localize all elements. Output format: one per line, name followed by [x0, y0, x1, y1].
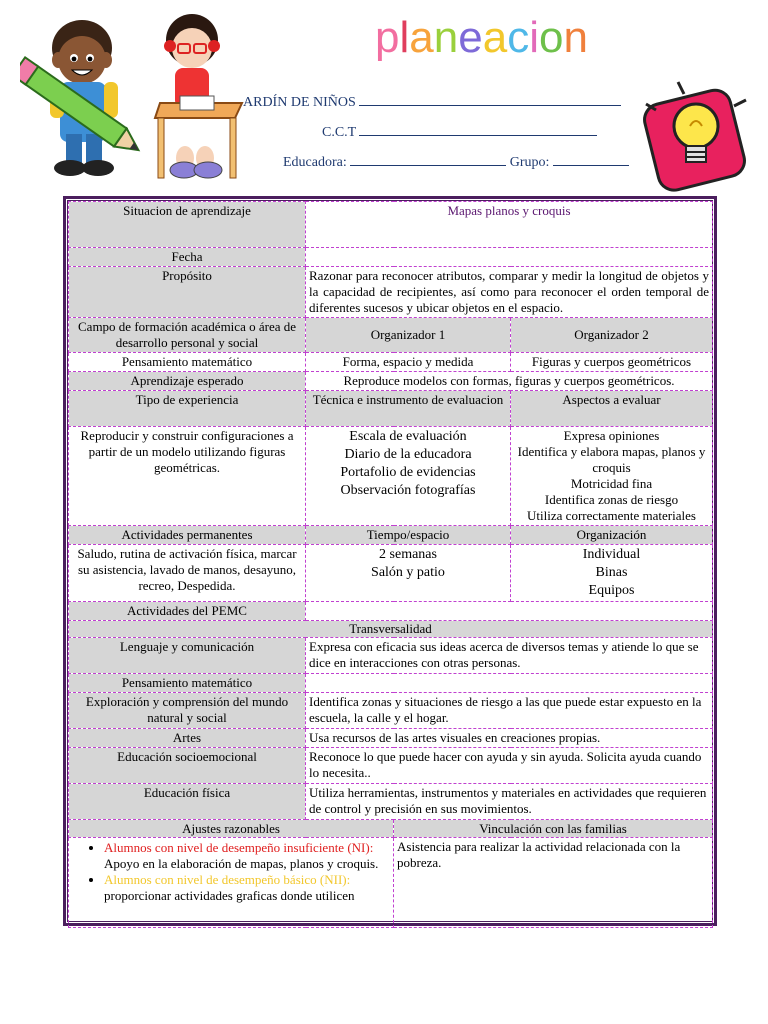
title-letter: c: [507, 13, 530, 62]
trans-label-pensamiento: Pensamiento matemático: [69, 674, 306, 693]
ajuste1-level: Alumnos con nivel de desempeño insuficiente (NI):: [104, 840, 374, 855]
list-item: Portafolio de evidencias: [340, 465, 476, 480]
kids-illustration: [20, 8, 245, 193]
tiempo-label: Tiempo/espacio: [306, 526, 511, 545]
ajuste2-level: Alumnos con nivel de desempeño básico (NII):: [104, 872, 351, 887]
proposito-value: Razonar para reconocer atributos, comparar y medir la longitud de objetos y la capacidad de recipientes, así como para reconocer el orden temporal de diferentes sucesos y ubicar objetos en el espacio.: [306, 267, 713, 318]
title-letter: o: [538, 13, 564, 62]
list-item: 2 semanas: [379, 547, 437, 562]
list-item: [104, 840, 390, 872]
list-item: Utiliza correctamente materiales: [527, 508, 696, 523]
educadora-field[interactable]: [350, 153, 506, 166]
situacion-label: Situacion de aprendizaje: [69, 202, 306, 248]
trans-label-fisica: Educación física: [69, 784, 306, 820]
org1-label: Organizador 1: [306, 318, 511, 353]
list-item: Diario de la educadora: [344, 447, 472, 462]
list-item: Expresa opiniones: [563, 428, 660, 443]
organizacion-list: [511, 545, 713, 602]
list-item: Escala de evaluación: [349, 429, 467, 444]
title-letter: l: [399, 13, 410, 62]
title-letter: i: [529, 13, 539, 62]
ajustes-label: Ajustes razonables: [69, 820, 394, 838]
trans-label-artes: Artes: [69, 729, 306, 748]
lightbulb-icon: [638, 76, 753, 196]
planning-table: [68, 201, 713, 928]
cct-label: C.C.T: [322, 125, 356, 140]
situacion-value: Mapas planos y croquis: [306, 202, 713, 248]
title-letter: p: [375, 13, 400, 62]
aspectos-list: [511, 427, 713, 526]
permanentes-value: Saludo, rutina de activación física, marcar su asistencia, lavado de manos, desayuno, recreo, Despedida.: [69, 545, 306, 602]
header-jardin-line: [243, 93, 621, 111]
title-letter: a: [409, 13, 434, 62]
trans-label-socioemocional: Educación socioemocional: [69, 748, 306, 784]
trans-value-exploracion: Identifica zonas y situaciones de riesgo a las que puede estar expuesto en la escuela, la calle y el hogar.: [306, 693, 713, 729]
list-item: Individual: [582, 547, 641, 562]
title-letter: e: [458, 13, 483, 62]
vinculacion-label: Vinculación con las familias: [394, 820, 713, 838]
page-title: [375, 10, 588, 66]
tipo-value: Reproducir y construir configuraciones a partir de un modelo utilizando figuras geométricas.: [69, 427, 306, 526]
title-letter: n: [433, 13, 459, 62]
trans-label-exploracion: Exploración y comprensión del mundo natural y social: [69, 693, 306, 729]
title-letter: a: [482, 13, 508, 62]
header-cct-line: [322, 123, 597, 141]
tecnica-list: [306, 427, 511, 526]
tiempo-list: [306, 545, 511, 602]
list-item: [104, 872, 390, 904]
pemc-value[interactable]: [306, 602, 713, 621]
ajustes-list: [72, 840, 390, 904]
trans-value-socioemocional: Reconoce lo que puede hacer con ayuda y sin ayuda. Solicita ayuda cuando lo necesita..: [306, 748, 713, 784]
list-item: Equipos: [588, 583, 635, 598]
fecha-value[interactable]: [306, 248, 713, 267]
trans-label-lenguaje: Lenguaje y comunicación: [69, 638, 306, 674]
trans-value-pensamiento[interactable]: [306, 674, 713, 693]
aspectos-label: Aspectos a evaluar: [511, 391, 713, 427]
jardin-label: ARDÍN DE NIÑOS: [243, 95, 356, 110]
jardin-field[interactable]: [359, 93, 621, 106]
transversalidad-label: Transversalidad: [69, 621, 713, 638]
trans-value-fisica: Utiliza herramientas, instrumentos y materiales en actividades que requieren de control y precisión en sus movimientos.: [306, 784, 713, 820]
org2-label: Organizador 2: [511, 318, 713, 353]
list-item: Identifica y elabora mapas, planos y croquis: [517, 444, 706, 475]
cct-field[interactable]: [359, 123, 597, 136]
header-educadora-line: [283, 153, 629, 171]
tipo-label: Tipo de experiencia: [69, 391, 306, 427]
ajuste1-text: Apoyo en la elaboración de mapas, planos y croquis.: [104, 856, 379, 871]
educadora-label: Educadora:: [283, 155, 347, 170]
tecnica-label: Técnica e instrumento de evaluacion: [306, 391, 511, 427]
org2-value: Figuras y cuerpos geométricos: [511, 353, 713, 372]
trans-value-lenguaje: Expresa con eficacia sus ideas acerca de diversos temas y atiende lo que se dice en interacciones con otras personas.: [306, 638, 713, 674]
trans-value-artes: Usa recursos de las artes visuales en creaciones propias.: [306, 729, 713, 748]
vinculacion-value: Asistencia para realizar la actividad relacionada con la pobreza.: [394, 838, 713, 928]
permanentes-label: Actividades permanentes: [69, 526, 306, 545]
org1-value: Forma, espacio y medida: [306, 353, 511, 372]
fecha-label: Fecha: [69, 248, 306, 267]
aprendizaje-value: Reproduce modelos con formas, figuras y cuerpos geométricos.: [306, 372, 713, 391]
list-item: Binas: [595, 565, 628, 580]
campo-label: Campo de formación académica o área de desarrollo personal y social: [69, 318, 306, 353]
grupo-field[interactable]: [553, 153, 629, 166]
ajuste2-text: proporcionar actividades graficas donde utilicen: [104, 888, 355, 903]
proposito-label: Propósito: [69, 267, 306, 318]
grupo-label: Grupo:: [509, 155, 550, 170]
title-letter: n: [563, 13, 588, 62]
list-item: Identifica zonas de riesgo: [544, 492, 679, 507]
ajustes-value: [69, 838, 394, 928]
organizacion-label: Organización: [511, 526, 713, 545]
aprendizaje-label: Aprendizaje esperado: [69, 372, 306, 391]
campo-value: Pensamiento matemático: [69, 353, 306, 372]
pemc-label: Actividades del PEMC: [69, 602, 306, 621]
list-item: Observación fotografías: [340, 483, 476, 498]
list-item: Salón y patio: [371, 565, 445, 580]
list-item: Motricidad fina: [570, 476, 653, 491]
